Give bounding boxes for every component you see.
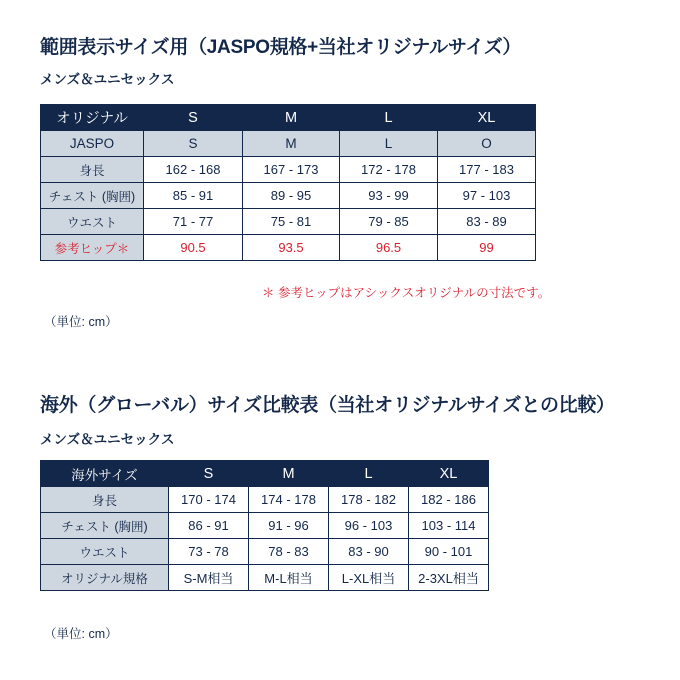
cell-chest-xl: 97 - 103 xyxy=(438,183,536,209)
jaspo-size-o: O xyxy=(438,131,536,157)
block2-unit-note: （単位: cm） xyxy=(44,627,118,641)
cell-global-height-xl: 182 - 186 xyxy=(409,487,489,513)
block2-subtitle: メンズ＆ユニセックス xyxy=(40,432,175,447)
cell-height-m: 167 - 173 xyxy=(243,157,340,183)
cell-waist-s: 71 - 77 xyxy=(144,209,243,235)
cell-global-waist-s: 73 - 78 xyxy=(169,539,249,565)
table-row-jaspo xyxy=(41,131,536,157)
jaspo-size-l: L xyxy=(340,131,438,157)
cell-global-waist-xl: 90 - 101 xyxy=(409,539,489,565)
row-label-height: 身長 xyxy=(41,157,144,183)
row-label-chest: チェスト (胸囲) xyxy=(41,183,144,209)
cell-global-chest-m: 91 - 96 xyxy=(249,513,329,539)
header-original-label: オリジナル xyxy=(41,105,144,131)
original-size-table xyxy=(40,104,536,261)
jaspo-size-m: M xyxy=(243,131,340,157)
header-global-label: 海外サイズ xyxy=(41,461,169,487)
table-row xyxy=(41,565,489,591)
table-row xyxy=(41,539,489,565)
cell-global-chest-s: 86 - 91 xyxy=(169,513,249,539)
cell-global-height-s: 170 - 174 xyxy=(169,487,249,513)
cell-global-waist-m: 78 - 83 xyxy=(249,539,329,565)
cell-chest-l: 93 - 99 xyxy=(340,183,438,209)
cell-hip-xl: 99 xyxy=(438,235,536,261)
cell-waist-xl: 83 - 89 xyxy=(438,209,536,235)
cell-chest-s: 85 - 91 xyxy=(144,183,243,209)
header-global-s: S xyxy=(169,461,249,487)
page-title: 範囲表示サイズ用（JASPO規格+当社オリジナルサイズ） xyxy=(40,37,522,58)
cell-global-waist-l: 83 - 90 xyxy=(329,539,409,565)
row-label-hip: 参考ヒップ＊ xyxy=(41,235,144,261)
table-row xyxy=(41,513,489,539)
row-label-global-height: 身長 xyxy=(41,487,169,513)
jaspo-size-s: S xyxy=(144,131,243,157)
cell-global-height-l: 178 - 182 xyxy=(329,487,409,513)
cell-chest-m: 89 - 95 xyxy=(243,183,340,209)
global-size-table xyxy=(40,460,489,591)
row-label-global-waist: ウエスト xyxy=(41,539,169,565)
table-row xyxy=(41,487,489,513)
cell-height-s: 162 - 168 xyxy=(144,157,243,183)
table-row xyxy=(41,209,536,235)
cell-hip-m: 93.5 xyxy=(243,235,340,261)
table-row xyxy=(41,235,536,261)
row-label-global-chest: チェスト (胸囲) xyxy=(41,513,169,539)
cell-original-equiv-l: L-XL相当 xyxy=(329,565,409,591)
global-size-title: 海外（グローバル）サイズ比較表（当社オリジナルサイズとの比較） xyxy=(40,395,615,416)
header-size-s: S xyxy=(144,105,243,131)
header-size-m: M xyxy=(243,105,340,131)
hip-footnote: ＊ 参考ヒップはアシックスオリジナルの寸法です。 xyxy=(262,286,551,300)
cell-hip-l: 96.5 xyxy=(340,235,438,261)
cell-waist-l: 79 - 85 xyxy=(340,209,438,235)
cell-original-equiv-xl: 2-3XL相当 xyxy=(409,565,489,591)
cell-global-chest-l: 96 - 103 xyxy=(329,513,409,539)
cell-hip-s: 90.5 xyxy=(144,235,243,261)
header-global-l: L xyxy=(329,461,409,487)
cell-original-equiv-m: M-L相当 xyxy=(249,565,329,591)
cell-original-equiv-s: S-M相当 xyxy=(169,565,249,591)
table-row xyxy=(41,183,536,209)
cell-global-height-m: 174 - 178 xyxy=(249,487,329,513)
row-label-waist: ウエスト xyxy=(41,209,144,235)
header-size-l: L xyxy=(340,105,438,131)
header-size-xl: XL xyxy=(438,105,536,131)
header-global-m: M xyxy=(249,461,329,487)
header-global-xl: XL xyxy=(409,461,489,487)
cell-global-chest-xl: 103 - 114 xyxy=(409,513,489,539)
block1-subtitle: メンズ＆ユニセックス xyxy=(40,72,175,87)
table-row-header xyxy=(41,105,536,131)
table-row xyxy=(41,157,536,183)
cell-waist-m: 75 - 81 xyxy=(243,209,340,235)
row-label-original-equiv: オリジナル規格 xyxy=(41,565,169,591)
block1-unit-note: （単位: cm） xyxy=(44,315,118,329)
cell-height-l: 172 - 178 xyxy=(340,157,438,183)
cell-height-xl: 177 - 183 xyxy=(438,157,536,183)
jaspo-label: JASPO xyxy=(41,131,144,157)
table-row-header xyxy=(41,461,489,487)
